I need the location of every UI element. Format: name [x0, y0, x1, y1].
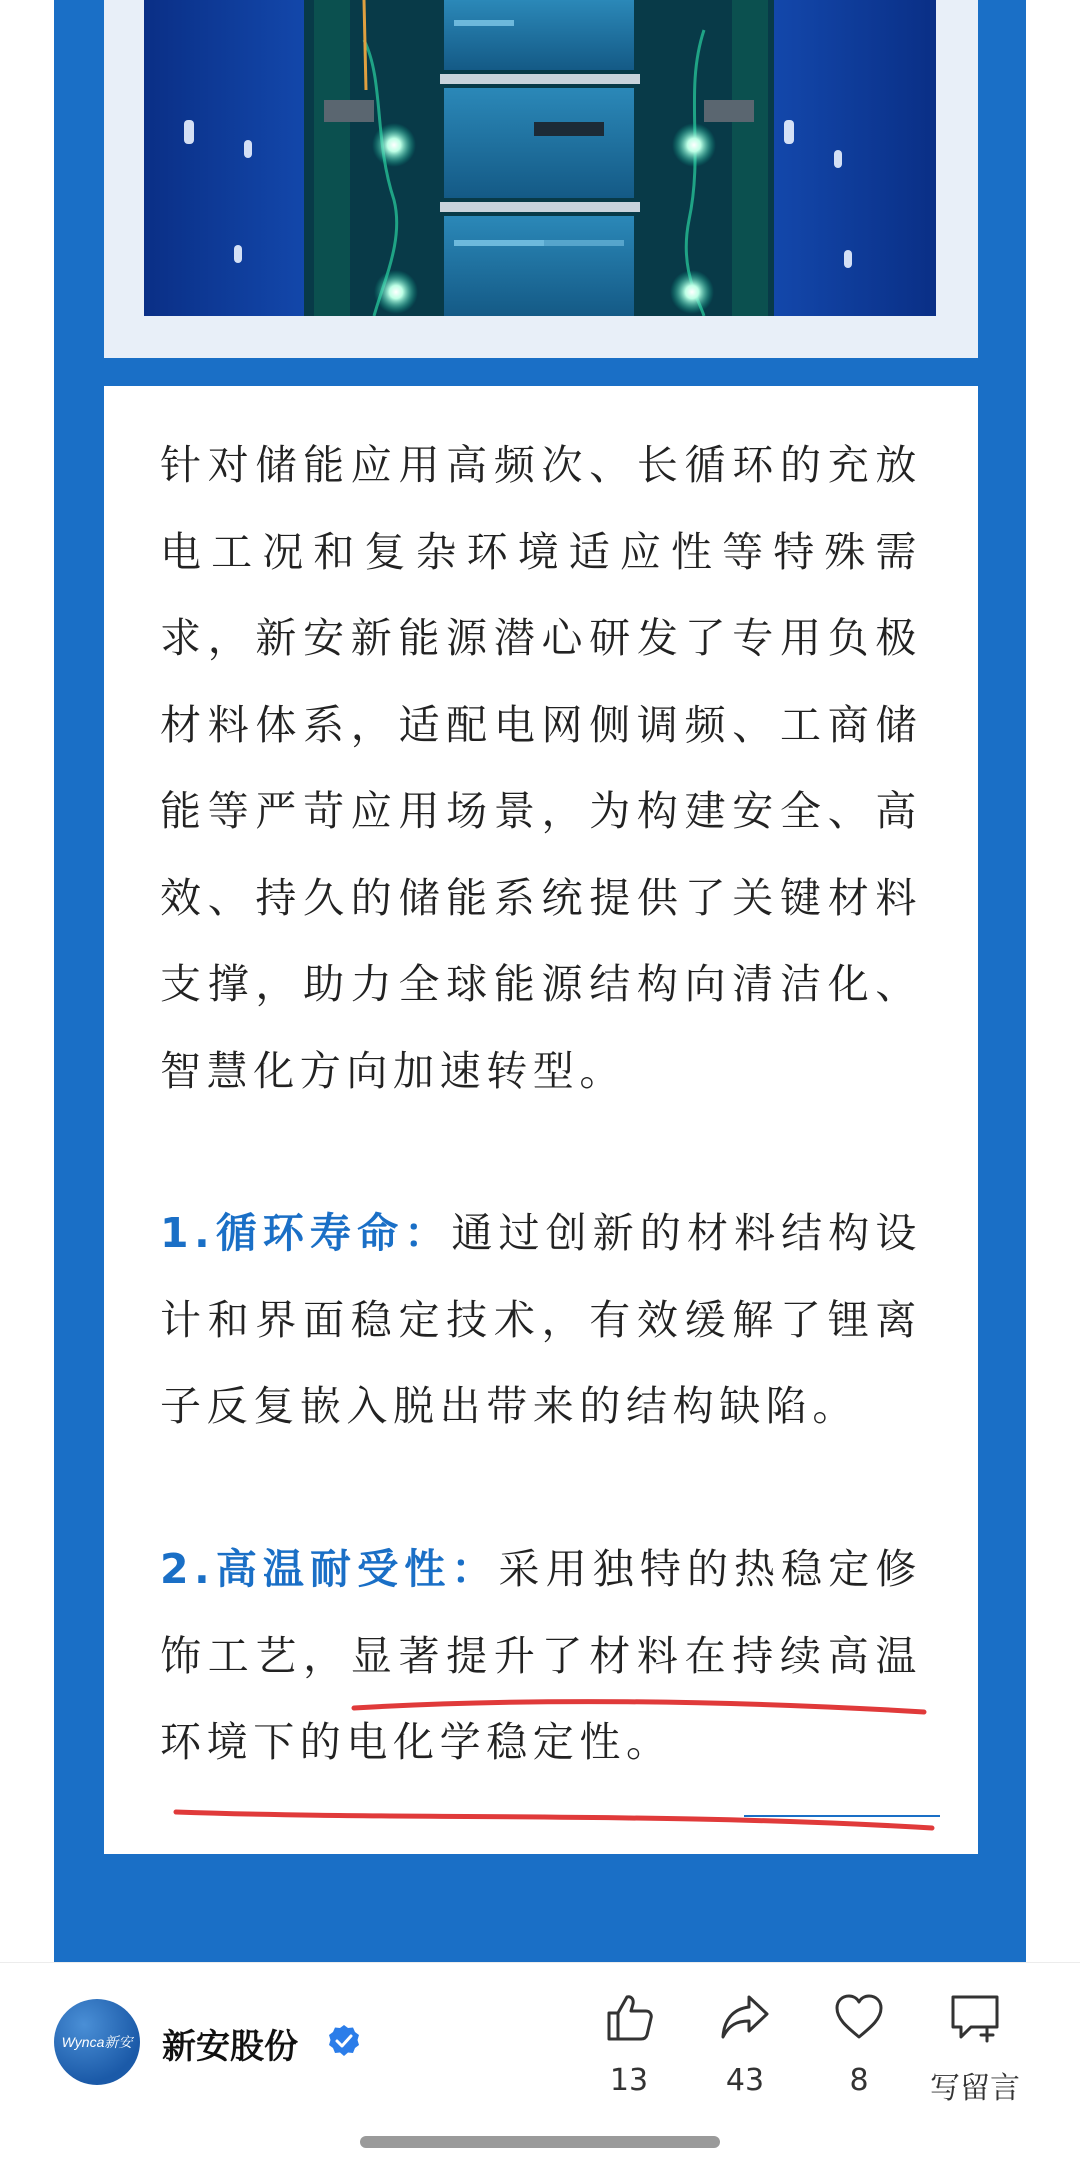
- text-line: 针对储能应用高频次、长循环的充放: [160, 441, 922, 489]
- point-high-temp: [160, 1526, 922, 1786]
- account-name[interactable]: 新安股份: [162, 2027, 298, 2067]
- text-line: [160, 1190, 922, 1277]
- favorite-button[interactable]: [804, 1989, 914, 2098]
- cabinet-illustration: [144, 0, 936, 316]
- text-line: 求，新安新能源潜心研发了专用负极: [160, 614, 922, 662]
- text-line: 计和界面稳定技术，有效缓解了锂离: [160, 1295, 922, 1344]
- point-heading: 1.循环寿命：: [160, 1209, 452, 1257]
- intro-paragraph: [160, 422, 922, 1114]
- text-line: 饰工艺，显著提升了材料在持续高温: [160, 1631, 922, 1680]
- account-avatar[interactable]: [54, 1999, 140, 2085]
- home-indicator[interactable]: [360, 2136, 720, 2148]
- point-cycle-life: [160, 1190, 922, 1450]
- article-text-card: [104, 386, 978, 1854]
- thumbs-up-icon: [601, 1989, 657, 2045]
- text-line: 能等严苛应用场景，为构建安全、高: [160, 787, 922, 835]
- share-count: 43: [725, 2063, 765, 2098]
- text-line: 子反复嵌入脱出带来的结构缺陷。: [160, 1382, 859, 1430]
- text-line: 材料体系，适配电网侧调频、工商储: [160, 700, 922, 749]
- underline-stroke-2: [176, 1812, 932, 1828]
- text-line: [160, 1526, 922, 1613]
- share-arrow-icon: [717, 1989, 773, 2045]
- share-button[interactable]: [690, 1989, 800, 2098]
- heart-icon: [831, 1989, 887, 2045]
- verified-badge-icon: [326, 2023, 362, 2059]
- like-count: 13: [609, 2063, 649, 2098]
- text-line: 环境下的电化学稳定性。: [160, 1718, 673, 1766]
- point-text: 通过创新的材料结构设: [451, 1209, 923, 1257]
- point-heading: 2.高温耐受性：: [160, 1545, 499, 1593]
- text-line: 电工况和复杂环境适应性等特殊需: [160, 527, 922, 576]
- battery-cabinet-photo: [144, 0, 936, 316]
- text-line: 效、持久的储能系统提供了关键材料: [160, 873, 922, 922]
- comment-label: 写留言: [930, 2071, 1020, 2106]
- text-line: 支撑，助力全球能源结构向清洁化、: [160, 960, 922, 1008]
- comment-add-icon: [947, 1989, 1003, 2045]
- like-button[interactable]: [574, 1989, 684, 2098]
- point-text: 采用独特的热稳定修: [498, 1545, 922, 1593]
- favorite-count: 8: [849, 2063, 869, 2098]
- write-comment-button[interactable]: [920, 1989, 1030, 2107]
- text-line: 智慧化方向加速转型。: [160, 1046, 626, 1095]
- avatar-logo-text: Wynca新安: [61, 2034, 133, 2050]
